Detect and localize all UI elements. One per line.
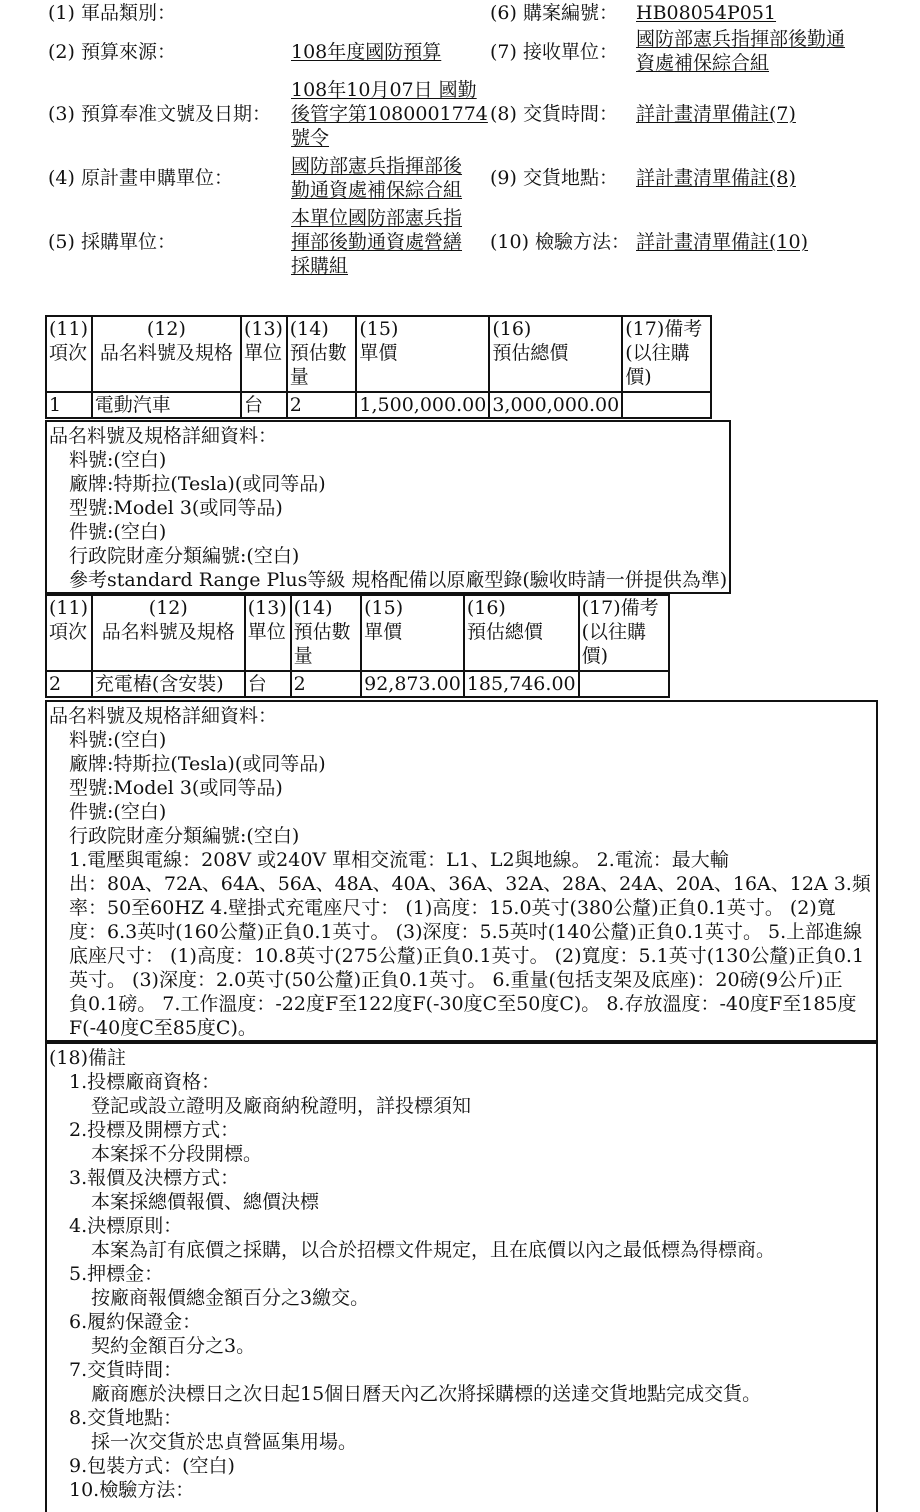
value-inspection-method: 詳計畫清單備註(10) bbox=[636, 231, 809, 253]
label-item3: (3) 預算奉准文號及日期： bbox=[48, 103, 271, 125]
label-item4: (4) 原計畫申購單位： bbox=[48, 167, 233, 189]
label-item7: (7) 接收單位： bbox=[490, 41, 618, 63]
col-qty: (14) 預估數 量 bbox=[287, 316, 357, 392]
table-row bbox=[46, 671, 669, 697]
col-item-no: (11) 項次 bbox=[46, 595, 92, 671]
col-name: (12) 品名料號及規格 bbox=[92, 595, 245, 671]
detail-line: 廠牌:特斯拉(Tesla)(或同等品) bbox=[69, 753, 326, 775]
remark-heading: 2.投標及開標方式： bbox=[69, 1119, 240, 1141]
remark-heading: 6.履約保證金： bbox=[69, 1311, 202, 1333]
cell-name: 充電樁(含安裝) bbox=[92, 671, 245, 697]
remark-heading: 10.檢驗方法： bbox=[69, 1479, 195, 1501]
approval-doc-line: 後管字第1080001774 bbox=[291, 103, 488, 125]
label-item10: (10) 檢驗方法： bbox=[490, 231, 631, 253]
remark-heading: 4.決標原則： bbox=[69, 1215, 183, 1237]
value-delivery-place: 詳計畫清單備註(8) bbox=[636, 167, 796, 189]
remark-body: 本案為訂有底價之採購，以合於招標文件規定，且在底價以內之最低標為得標商。 bbox=[91, 1239, 776, 1261]
detail-line: 行政院財產分類編號:(空白) bbox=[69, 545, 300, 567]
remark-heading: 7.交貨時間： bbox=[69, 1359, 183, 1381]
value-approval-doc bbox=[291, 78, 488, 150]
detail-line: 料號:(空白) bbox=[69, 729, 167, 751]
item-table-2 bbox=[45, 594, 670, 698]
spec-line: 底座尺寸： (1)高度：10.8英寸(275公釐)正負0.1英寸。 (2)寬度：5.1英寸(130公釐)正負0.1 bbox=[69, 945, 865, 967]
detail-line: 行政院財產分類編號:(空白) bbox=[69, 825, 300, 847]
value-delivery-time: 詳計畫清單備註(7) bbox=[636, 103, 796, 125]
value-original-unit bbox=[291, 154, 462, 202]
col-name: (12) 品名料號及規格 bbox=[92, 316, 241, 392]
original-unit-line: 國防部憲兵指揮部後 bbox=[291, 155, 463, 177]
detail-heading: 品名料號及規格詳細資料： bbox=[49, 705, 278, 727]
cell-unit: 台 bbox=[245, 671, 291, 697]
cell-total: 185,746.00 bbox=[464, 671, 579, 697]
item-details-2 bbox=[45, 700, 878, 1042]
cell-price: 92,873.00 bbox=[361, 671, 464, 697]
detail-line: 件號:(空白) bbox=[69, 801, 167, 823]
remark-body: 本案採不分段開標。 bbox=[91, 1143, 263, 1165]
remark-heading: 1.投標廠商資格： bbox=[69, 1071, 221, 1093]
cell-note bbox=[622, 392, 711, 418]
col-unit: (13) 單位 bbox=[241, 316, 287, 392]
table-row bbox=[46, 392, 711, 418]
col-note: (17)備考 (以往購價) bbox=[622, 316, 711, 392]
table-header-row bbox=[46, 595, 669, 671]
detail-line: 件號:(空白) bbox=[69, 521, 167, 543]
remarks-section bbox=[45, 1042, 878, 1512]
approval-doc-line: 號令 bbox=[291, 127, 330, 149]
value-budget-source: 108年度國防預算 bbox=[291, 41, 442, 63]
cell-unit: 台 bbox=[241, 392, 287, 418]
remark-body: 契約金額百分之3。 bbox=[91, 1335, 256, 1357]
label-item6: (6) 購案編號： bbox=[490, 2, 618, 24]
cell-total: 3,000,000.00 bbox=[489, 392, 622, 418]
detail-heading: 品名料號及規格詳細資料： bbox=[49, 425, 278, 447]
label-item5: (5) 採購單位： bbox=[48, 231, 176, 253]
label-item9: (9) 交貨地點： bbox=[490, 167, 618, 189]
cell-price: 1,500,000.00 bbox=[356, 392, 489, 418]
detail-line: 型號:Model 3(或同等品) bbox=[69, 497, 283, 519]
col-price: (15) 單價 bbox=[361, 595, 464, 671]
col-total: (16) 預估總價 bbox=[464, 595, 579, 671]
col-qty: (14) 預估數 量 bbox=[291, 595, 362, 671]
detail-line: 料號:(空白) bbox=[69, 449, 167, 471]
spec-line: 度：6.3英吋(160公釐)正負0.1英寸。 (3)深度：5.5英吋(140公釐)正負0.1英寸。 5.上部進線 bbox=[69, 921, 863, 943]
detail-line: 型號:Model 3(或同等品) bbox=[69, 777, 283, 799]
cell-no: 1 bbox=[46, 392, 92, 418]
remark-body: 按廠商報價總金額百分之3繳交。 bbox=[91, 1287, 370, 1309]
remark-heading: 8.交貨地點： bbox=[69, 1407, 183, 1429]
label-item8: (8) 交貨時間： bbox=[490, 103, 618, 125]
col-total: (16) 預估總價 bbox=[489, 316, 622, 392]
cell-qty: 2 bbox=[287, 392, 357, 418]
col-item-no: (11) 項次 bbox=[46, 316, 92, 392]
purchasing-unit-line: 採購組 bbox=[291, 255, 349, 277]
col-price: (15) 單價 bbox=[356, 316, 489, 392]
item-table-1 bbox=[45, 315, 712, 419]
purchasing-unit-line: 本單位國防部憲兵指 bbox=[291, 207, 463, 229]
detail-line: 廠牌:特斯拉(Tesla)(或同等品) bbox=[69, 473, 326, 495]
value-receiving-unit bbox=[636, 27, 845, 75]
remark-body: 本案採總價報價、總價決標 bbox=[91, 1191, 320, 1213]
remark-heading: 9.包裝方式：(空白) bbox=[69, 1455, 235, 1477]
cell-name: 電動汽車 bbox=[92, 392, 241, 418]
spec-line: 1.電壓與電線：208V 或240V 單相交流電：L1、L2與地線。 2.電流：最大輸 bbox=[69, 849, 729, 871]
item-details-1 bbox=[45, 420, 731, 594]
receiving-unit-line: 資處補保綜合組 bbox=[636, 52, 770, 74]
cell-no: 2 bbox=[46, 671, 92, 697]
remark-body: 登記或設立證明及廠商納稅證明，詳投標須知 bbox=[91, 1095, 472, 1117]
label-item1: (1) 軍品類別： bbox=[48, 2, 176, 24]
purchasing-unit-line: 揮部後勤通資處營繕 bbox=[291, 231, 463, 253]
spec-line: 負0.1磅。 7.工作溫度：-22度F至122度F(-30度C至50度C)。 8.存放溫度：-40度F至185度 bbox=[69, 993, 857, 1015]
detail-line: 參考standard Range Plus等級 規格配備以原廠型錄(驗收時請一併提供為準) bbox=[69, 569, 728, 591]
table-header-row bbox=[46, 316, 711, 392]
remark-body: 採一次交貨於忠貞營區集用場。 bbox=[91, 1431, 358, 1453]
value-purchasing-unit bbox=[291, 206, 462, 278]
col-unit: (13) 單位 bbox=[245, 595, 291, 671]
spec-line: 出：80A、72A、64A、56A、48A、40A、36A、32A、28A、24A、20A、16A、12A 3.頻 bbox=[69, 873, 871, 895]
spec-line: 英寸。 (3)深度：2.0英寸(50公釐)正負0.1英寸。 6.重量(包括支架及底座)：20磅(9公斤)正 bbox=[69, 969, 843, 991]
col-note: (17)備考 (以往購價) bbox=[579, 595, 669, 671]
remarks-title: (18)備註 bbox=[49, 1047, 127, 1069]
cell-qty: 2 bbox=[291, 671, 362, 697]
cell-note bbox=[579, 671, 669, 697]
value-case-number: HB08054P051 bbox=[636, 2, 777, 24]
approval-doc-line: 108年10月07日 國勤 bbox=[291, 79, 477, 101]
remark-body: 廠商應於決標日之次日起15個日曆天內乙次將採購標的送達交貨地點完成交貨。 bbox=[91, 1383, 762, 1405]
remark-heading: 3.報價及決標方式： bbox=[69, 1167, 240, 1189]
spec-line: F(-40度C至85度C)。 bbox=[69, 1017, 257, 1039]
original-unit-line: 勤通資處補保綜合組 bbox=[291, 179, 463, 201]
receiving-unit-line: 國防部憲兵指揮部後勤通 bbox=[636, 28, 846, 50]
label-item2: (2) 預算來源： bbox=[48, 41, 176, 63]
spec-line: 率：50至60HZ 4.壁掛式充電座尺寸： (1)高度：15.0英寸(380公釐)正負0.1英寸。 (2)寬 bbox=[69, 897, 836, 919]
remark-heading: 5.押標金： bbox=[69, 1263, 164, 1285]
